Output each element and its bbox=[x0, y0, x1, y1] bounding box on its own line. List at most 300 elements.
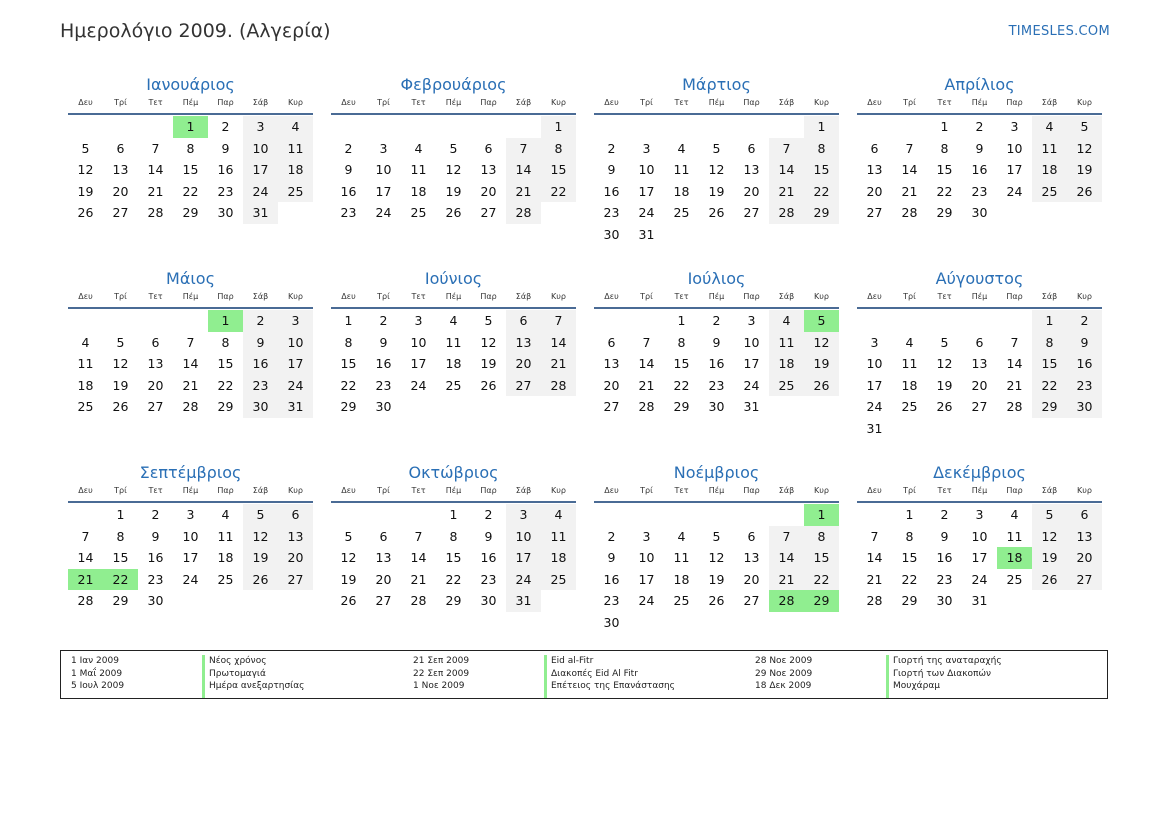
day-cell: 5 bbox=[449, 140, 458, 156]
legend-column bbox=[413, 655, 755, 698]
day-cell: 24 bbox=[638, 205, 655, 221]
legend-column bbox=[71, 655, 413, 698]
weekday-label: Τρί bbox=[114, 486, 127, 495]
weekday-label: Σάβ bbox=[1041, 98, 1058, 107]
day-cell: 10 bbox=[243, 138, 278, 160]
day-cell: 25 bbox=[673, 205, 690, 221]
weekday-label: Τρί bbox=[640, 98, 653, 107]
day-cell: 25 bbox=[77, 399, 94, 415]
legend-holiday-name: Διακοπές Eid Al Fitr bbox=[551, 668, 638, 679]
weekday-label: Τετ bbox=[148, 486, 163, 495]
day-cell: 19 bbox=[936, 377, 953, 393]
day-cell: 7 bbox=[769, 138, 804, 160]
day-cell: 6 bbox=[484, 140, 493, 156]
day-cell: 6 bbox=[379, 528, 388, 544]
day-cell: 8 bbox=[541, 138, 576, 160]
empty-cell bbox=[664, 504, 699, 526]
day-cell: 27 bbox=[1067, 569, 1102, 591]
empty-cell bbox=[401, 504, 436, 526]
day-cell: 30 bbox=[971, 205, 988, 221]
day-cell: 24 bbox=[375, 205, 392, 221]
day-cell: 16 bbox=[147, 550, 164, 566]
day-cell: 21 bbox=[182, 377, 199, 393]
weekday-label: Πέμ bbox=[708, 292, 725, 301]
weekday-label: Κυρ bbox=[1077, 98, 1092, 107]
legend-holiday-name: Νέος χρόνος bbox=[209, 656, 267, 666]
day-cell: 14 bbox=[638, 356, 655, 372]
empty-cell bbox=[436, 116, 471, 138]
day-cell: 12 bbox=[340, 550, 357, 566]
day-cell: 29 bbox=[182, 205, 199, 221]
day-cell: 23 bbox=[1067, 375, 1102, 397]
day-cell: 7 bbox=[870, 528, 879, 544]
day-cell: 11 bbox=[673, 162, 690, 178]
day-cell: 5 bbox=[1032, 504, 1067, 526]
day-cell: 15 bbox=[901, 550, 918, 566]
legend-date: 28 Νοε 2009 bbox=[755, 656, 813, 666]
day-cell: 30 bbox=[708, 399, 725, 415]
day-cell: 27 bbox=[506, 375, 541, 397]
day-grid bbox=[857, 116, 1102, 224]
day-cell: 23 bbox=[480, 571, 497, 587]
day-cell: 7 bbox=[1010, 334, 1019, 350]
holiday-day-cell: 1 bbox=[208, 310, 243, 332]
weekday-label: Κυρ bbox=[551, 98, 566, 107]
day-cell: 16 bbox=[480, 550, 497, 566]
day-cell: 21 bbox=[506, 181, 541, 203]
day-cell: 25 bbox=[1032, 181, 1067, 203]
day-cell: 10 bbox=[866, 356, 883, 372]
day-cell: 30 bbox=[480, 593, 497, 609]
day-cell: 21 bbox=[1006, 377, 1023, 393]
weekday-label: Παρ bbox=[480, 486, 497, 495]
legend-holiday-name: Γιορτή της αναταραχής bbox=[893, 656, 1002, 666]
day-cell: 25 bbox=[410, 205, 427, 221]
day-cell: 4 bbox=[541, 504, 576, 526]
day-cell: 19 bbox=[243, 547, 278, 569]
month-name: Ιούνιος bbox=[424, 269, 483, 288]
weekday-label: Σάβ bbox=[778, 98, 795, 107]
weekday-label: Κυρ bbox=[1077, 486, 1092, 495]
day-cell: 26 bbox=[340, 593, 357, 609]
holiday-day-cell: 21 bbox=[68, 569, 103, 591]
empty-cell bbox=[68, 310, 103, 332]
day-cell: 14 bbox=[410, 550, 427, 566]
day-cell: 24 bbox=[638, 593, 655, 609]
month-name: Ιούλιος bbox=[687, 269, 746, 288]
day-cell: 7 bbox=[769, 526, 804, 548]
day-cell: 4 bbox=[278, 116, 313, 138]
day-cell: 28 bbox=[77, 593, 94, 609]
day-cell: 6 bbox=[747, 140, 756, 156]
weekday-label: Τρί bbox=[114, 292, 127, 301]
day-cell: 30 bbox=[217, 205, 234, 221]
day-cell: 6 bbox=[747, 528, 756, 544]
day-cell: 25 bbox=[541, 569, 576, 591]
day-cell: 22 bbox=[804, 569, 839, 591]
day-cell: 9 bbox=[221, 140, 230, 156]
legend-dates bbox=[755, 655, 886, 698]
empty-cell bbox=[769, 504, 804, 526]
day-cell: 18 bbox=[410, 183, 427, 199]
day-cell: 3 bbox=[642, 528, 651, 544]
weekday-label: Πέμ bbox=[971, 486, 988, 495]
day-cell: 16 bbox=[936, 550, 953, 566]
day-cell: 21 bbox=[866, 571, 883, 587]
day-cell: 23 bbox=[217, 183, 234, 199]
day-cell: 1 bbox=[905, 507, 914, 522]
empty-cell bbox=[366, 116, 401, 138]
weekday-label: Δευ bbox=[867, 98, 882, 107]
weekday-label: Πέμ bbox=[708, 486, 725, 495]
day-cell: 20 bbox=[866, 183, 883, 199]
empty-cell bbox=[962, 310, 997, 332]
month-calendar bbox=[594, 461, 839, 655]
month-name: Σεπτέμβριος bbox=[139, 463, 242, 482]
day-cell: 26 bbox=[708, 205, 725, 221]
legend-holiday-name: Ημέρα ανεξαρτησίας bbox=[209, 681, 305, 691]
day-cell: 27 bbox=[278, 569, 313, 591]
day-cell: 24 bbox=[1006, 183, 1023, 199]
day-cell: 4 bbox=[414, 140, 423, 156]
holiday-day-cell: 1 bbox=[804, 504, 839, 526]
weekday-label: Κυρ bbox=[288, 292, 303, 301]
weekday-label: Πέμ bbox=[971, 98, 988, 107]
day-cell: 12 bbox=[1032, 526, 1067, 548]
day-cell: 21 bbox=[769, 569, 804, 591]
weekday-header bbox=[857, 96, 1102, 115]
weekday-label: Σάβ bbox=[252, 292, 269, 301]
day-cell: 19 bbox=[480, 356, 497, 372]
weekday-header bbox=[857, 484, 1102, 503]
day-cell: 28 bbox=[541, 375, 576, 397]
day-cell: 15 bbox=[1032, 353, 1067, 375]
day-cell: 6 bbox=[975, 334, 984, 350]
day-cell: 15 bbox=[112, 550, 129, 566]
legend-date: 21 Σεπ 2009 bbox=[413, 656, 470, 666]
empty-cell bbox=[103, 310, 138, 332]
weekday-label: Σάβ bbox=[1041, 486, 1058, 495]
day-cell: 19 bbox=[445, 183, 462, 199]
weekday-label: Κυρ bbox=[551, 292, 566, 301]
legend-holiday-name: Γιορτή των Διακοπών bbox=[893, 668, 992, 679]
day-cell: 28 bbox=[410, 593, 427, 609]
empty-cell bbox=[68, 116, 103, 138]
day-cell: 13 bbox=[603, 356, 620, 372]
day-cell: 19 bbox=[340, 571, 357, 587]
day-cell: 22 bbox=[182, 183, 199, 199]
day-cell: 10 bbox=[375, 162, 392, 178]
day-cell: 23 bbox=[375, 377, 392, 393]
site-link[interactable]: TIMESLES.COM bbox=[1008, 24, 1110, 39]
day-cell: 20 bbox=[1067, 547, 1102, 569]
day-cell: 20 bbox=[480, 183, 497, 199]
day-cell: 4 bbox=[81, 334, 90, 350]
month-name: Νοέμβριος bbox=[673, 463, 760, 482]
day-cell: 14 bbox=[147, 162, 164, 178]
day-cell: 4 bbox=[449, 313, 458, 328]
day-cell: 4 bbox=[221, 507, 230, 522]
day-cell: 13 bbox=[971, 356, 988, 372]
legend-holiday-names bbox=[544, 655, 675, 698]
weekday-header bbox=[857, 290, 1102, 309]
weekday-label: Κυρ bbox=[814, 98, 829, 107]
day-cell: 23 bbox=[243, 375, 278, 397]
day-cell: 10 bbox=[182, 528, 199, 544]
day-cell: 1 bbox=[804, 116, 839, 138]
holiday-legend bbox=[60, 650, 1108, 699]
empty-cell bbox=[629, 504, 664, 526]
day-cell: 29 bbox=[217, 399, 234, 415]
legend-date: 1 Ιαν 2009 bbox=[71, 656, 119, 666]
day-cell: 10 bbox=[410, 334, 427, 350]
day-grid bbox=[68, 504, 313, 612]
legend-dates bbox=[413, 655, 544, 698]
day-cell: 16 bbox=[603, 571, 620, 587]
day-cell: 30 bbox=[243, 396, 278, 418]
day-cell: 20 bbox=[112, 183, 129, 199]
empty-cell bbox=[68, 504, 103, 526]
day-cell: 17 bbox=[375, 183, 392, 199]
weekday-label: Παρ bbox=[217, 486, 234, 495]
day-cell: 30 bbox=[603, 614, 620, 630]
weekday-header bbox=[594, 96, 839, 115]
day-cell: 26 bbox=[1067, 181, 1102, 203]
day-cell: 7 bbox=[506, 138, 541, 160]
empty-cell bbox=[138, 116, 173, 138]
legend-date: 1 Μαΐ 2009 bbox=[71, 668, 123, 679]
empty-cell bbox=[857, 310, 892, 332]
day-grid bbox=[594, 504, 839, 634]
empty-cell bbox=[892, 310, 927, 332]
day-cell: 31 bbox=[243, 202, 278, 224]
weekday-label: Παρ bbox=[217, 98, 234, 107]
weekday-label: Σάβ bbox=[1041, 292, 1058, 301]
day-cell: 24 bbox=[182, 571, 199, 587]
day-cell: 26 bbox=[445, 205, 462, 221]
day-cell: 31 bbox=[743, 399, 760, 415]
day-cell: 14 bbox=[769, 159, 804, 181]
day-cell: 27 bbox=[147, 399, 164, 415]
day-cell: 20 bbox=[603, 377, 620, 393]
weekday-label: Παρ bbox=[743, 292, 760, 301]
day-cell: 24 bbox=[743, 377, 760, 393]
day-cell: 13 bbox=[278, 526, 313, 548]
weekday-header bbox=[331, 484, 576, 503]
day-cell: 25 bbox=[769, 375, 804, 397]
day-cell: 8 bbox=[1032, 332, 1067, 354]
day-cell: 30 bbox=[1067, 396, 1102, 418]
months-grid bbox=[68, 73, 1102, 655]
empty-cell bbox=[734, 116, 769, 138]
day-cell: 29 bbox=[936, 205, 953, 221]
day-grid bbox=[331, 310, 576, 418]
weekday-label: Δευ bbox=[78, 98, 93, 107]
weekday-label: Παρ bbox=[217, 292, 234, 301]
day-cell: 26 bbox=[112, 399, 129, 415]
day-cell: 1 bbox=[1032, 310, 1067, 332]
weekday-label: Τετ bbox=[937, 292, 952, 301]
legend-date: 29 Νοε 2009 bbox=[755, 668, 813, 679]
day-cell: 31 bbox=[506, 590, 541, 612]
day-cell: 5 bbox=[81, 140, 90, 156]
day-cell: 2 bbox=[484, 507, 493, 522]
day-cell: 24 bbox=[278, 375, 313, 397]
day-cell: 2 bbox=[221, 119, 230, 134]
day-cell: 3 bbox=[747, 313, 756, 328]
day-cell: 11 bbox=[278, 138, 313, 160]
weekday-label: Δευ bbox=[341, 292, 356, 301]
day-cell: 14 bbox=[506, 159, 541, 181]
day-cell: 12 bbox=[445, 162, 462, 178]
day-cell: 26 bbox=[804, 375, 839, 397]
day-cell: 28 bbox=[182, 399, 199, 415]
day-cell: 18 bbox=[278, 159, 313, 181]
day-cell: 2 bbox=[975, 119, 984, 134]
day-cell: 30 bbox=[936, 593, 953, 609]
month-calendar bbox=[857, 267, 1102, 461]
weekday-label: Σάβ bbox=[515, 292, 532, 301]
weekday-label: Κυρ bbox=[814, 292, 829, 301]
day-cell: 23 bbox=[603, 593, 620, 609]
day-cell: 19 bbox=[708, 183, 725, 199]
legend-date: 5 Ιουλ 2009 bbox=[71, 681, 125, 691]
weekday-label: Πέμ bbox=[182, 486, 199, 495]
day-cell: 19 bbox=[77, 183, 94, 199]
month-calendar bbox=[594, 73, 839, 267]
day-cell: 28 bbox=[769, 202, 804, 224]
day-cell: 11 bbox=[541, 526, 576, 548]
day-cell: 2 bbox=[607, 140, 616, 156]
day-cell: 17 bbox=[638, 183, 655, 199]
weekday-label: Παρ bbox=[743, 486, 760, 495]
day-cell: 1 bbox=[541, 116, 576, 138]
day-cell: 3 bbox=[379, 140, 388, 156]
legend-holiday-names bbox=[886, 655, 1002, 698]
weekday-label: Δευ bbox=[604, 292, 619, 301]
day-cell: 27 bbox=[375, 593, 392, 609]
day-cell: 23 bbox=[603, 205, 620, 221]
day-cell: 6 bbox=[870, 140, 879, 156]
weekday-label: Παρ bbox=[1006, 292, 1023, 301]
day-cell: 17 bbox=[506, 547, 541, 569]
day-cell: 18 bbox=[217, 550, 234, 566]
day-cell: 6 bbox=[116, 140, 125, 156]
day-cell: 17 bbox=[1006, 162, 1023, 178]
day-cell: 5 bbox=[712, 140, 721, 156]
day-cell: 28 bbox=[901, 205, 918, 221]
day-cell: 12 bbox=[243, 526, 278, 548]
day-cell: 3 bbox=[870, 334, 879, 350]
day-cell: 23 bbox=[147, 571, 164, 587]
day-cell: 11 bbox=[673, 550, 690, 566]
day-cell: 3 bbox=[975, 507, 984, 522]
empty-cell bbox=[594, 116, 629, 138]
day-cell: 1 bbox=[116, 507, 125, 522]
weekday-header bbox=[331, 96, 576, 115]
day-cell: 12 bbox=[708, 162, 725, 178]
day-cell: 4 bbox=[1010, 507, 1019, 522]
day-cell: 3 bbox=[186, 507, 195, 522]
weekday-label: Τρί bbox=[377, 292, 390, 301]
day-cell: 14 bbox=[866, 550, 883, 566]
day-cell: 30 bbox=[603, 226, 620, 242]
day-cell: 4 bbox=[1032, 116, 1067, 138]
weekday-label: Τετ bbox=[937, 98, 952, 107]
holiday-day-cell: 29 bbox=[804, 590, 839, 612]
holiday-day-cell: 5 bbox=[804, 310, 839, 332]
day-cell: 7 bbox=[81, 528, 90, 544]
day-cell: 5 bbox=[344, 528, 353, 544]
day-cell: 22 bbox=[445, 571, 462, 587]
day-cell: 6 bbox=[278, 504, 313, 526]
day-cell: 28 bbox=[147, 205, 164, 221]
day-cell: 12 bbox=[1067, 138, 1102, 160]
day-cell: 31 bbox=[866, 420, 883, 436]
day-cell: 12 bbox=[480, 334, 497, 350]
day-cell: 26 bbox=[480, 377, 497, 393]
weekday-header bbox=[594, 290, 839, 309]
day-cell: 25 bbox=[445, 377, 462, 393]
day-cell: 6 bbox=[151, 334, 160, 350]
holiday-day-cell: 22 bbox=[103, 569, 138, 591]
weekday-label: Παρ bbox=[480, 292, 497, 301]
day-cell: 9 bbox=[151, 528, 160, 544]
day-cell: 18 bbox=[541, 547, 576, 569]
day-cell: 8 bbox=[449, 528, 458, 544]
day-cell: 9 bbox=[607, 550, 616, 566]
weekday-label: Τετ bbox=[937, 486, 952, 495]
day-cell: 24 bbox=[971, 571, 988, 587]
day-cell: 5 bbox=[243, 504, 278, 526]
day-cell: 9 bbox=[344, 162, 353, 178]
weekday-label: Τετ bbox=[411, 292, 426, 301]
day-cell: 3 bbox=[506, 504, 541, 526]
day-cell: 24 bbox=[866, 399, 883, 415]
day-grid bbox=[857, 310, 1102, 440]
day-cell: 14 bbox=[182, 356, 199, 372]
day-grid bbox=[331, 116, 576, 224]
day-cell: 24 bbox=[506, 569, 541, 591]
day-cell: 10 bbox=[971, 528, 988, 544]
day-cell: 15 bbox=[804, 159, 839, 181]
legend-dates bbox=[71, 655, 202, 698]
day-cell: 17 bbox=[638, 571, 655, 587]
day-cell: 18 bbox=[445, 356, 462, 372]
day-cell: 20 bbox=[743, 571, 760, 587]
weekday-label: Παρ bbox=[1006, 486, 1023, 495]
empty-cell bbox=[734, 504, 769, 526]
day-cell: 11 bbox=[410, 162, 427, 178]
month-name: Αύγουστος bbox=[935, 269, 1024, 288]
weekday-label: Τρί bbox=[640, 292, 653, 301]
day-cell: 2 bbox=[379, 313, 388, 328]
day-cell: 19 bbox=[1032, 547, 1067, 569]
weekday-label: Σάβ bbox=[252, 98, 269, 107]
day-cell: 7 bbox=[151, 140, 160, 156]
month-calendar bbox=[68, 267, 313, 461]
day-cell: 7 bbox=[642, 334, 651, 350]
weekday-label: Τετ bbox=[674, 486, 689, 495]
empty-cell bbox=[629, 310, 664, 332]
day-cell: 25 bbox=[901, 399, 918, 415]
day-cell: 31 bbox=[278, 396, 313, 418]
empty-cell bbox=[699, 504, 734, 526]
empty-cell bbox=[506, 116, 541, 138]
day-cell: 13 bbox=[743, 550, 760, 566]
day-cell: 29 bbox=[1032, 396, 1067, 418]
empty-cell bbox=[769, 116, 804, 138]
